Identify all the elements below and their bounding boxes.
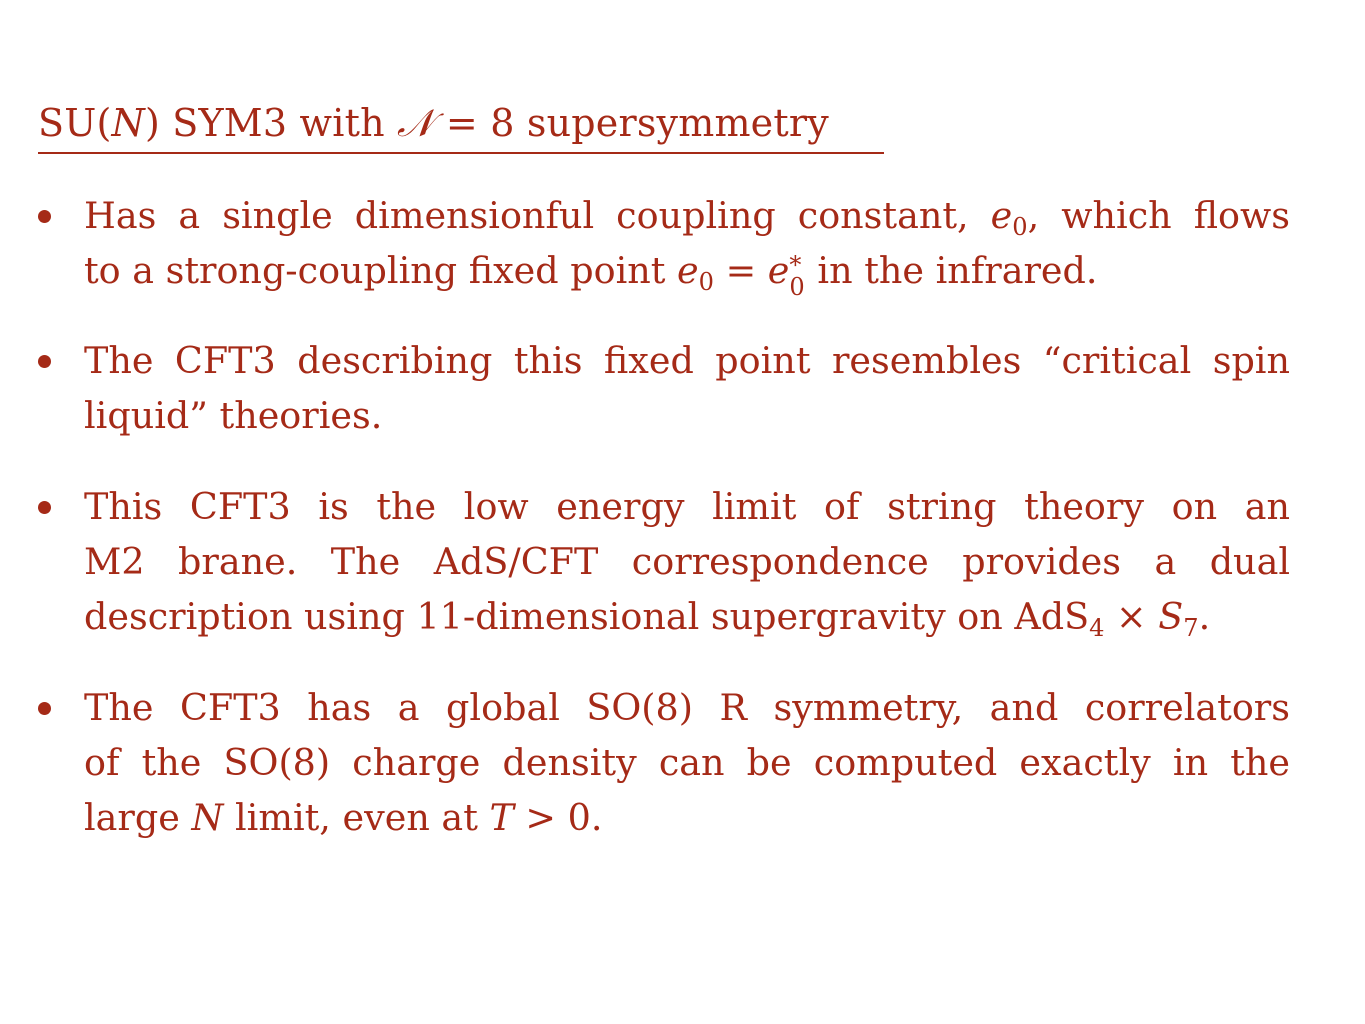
bullet-line: of the SO(8) charge density can be computed exactly in the (84, 741, 1290, 784)
bullet-line: This CFT3 is the low energy limit of string theory on an (84, 485, 1290, 528)
title-script-n: 𝒩 (397, 101, 434, 145)
bullet-line: The CFT3 describing this fixed point resembles “critical spin (84, 339, 1290, 382)
bullet-line: to a strong-coupling fixed point $e_0 = e$ * 0 in the infrared. (84, 249, 1098, 301)
title-mid: ) SYM3 with (144, 101, 398, 145)
title-n: N (111, 101, 145, 145)
bullet-text (84, 680, 1290, 845)
title-rest: = 8 supersymmetry (433, 101, 829, 145)
bullet-text (84, 188, 1290, 301)
bullet-line: description using 11-dimensional supergravity on $AdS_4 \times S_7$. (84, 595, 1211, 643)
bullet-line: large N limit, even at T > 0. (84, 796, 603, 839)
bullet-line: The CFT3 has a global SO(8) R symmetry, and correlators (84, 686, 1290, 729)
bullet-line: M2 brane. The AdS/CFT correspondence provides a dual (84, 540, 1290, 583)
slide-title (38, 100, 829, 146)
bullet-dot (38, 501, 51, 514)
bullet-line: liquid” theories. (84, 394, 383, 437)
bullet-dot (38, 702, 51, 715)
bullet-dot (38, 355, 51, 368)
bullet-dot (38, 210, 51, 223)
bullet-line: Has a single dimensionful coupling constant, $e_0$, which flows (84, 194, 1290, 242)
title-underline (38, 152, 884, 154)
bullet-text (84, 333, 1290, 443)
title-prefix: SU( (38, 101, 112, 145)
bullet-text (84, 479, 1290, 644)
